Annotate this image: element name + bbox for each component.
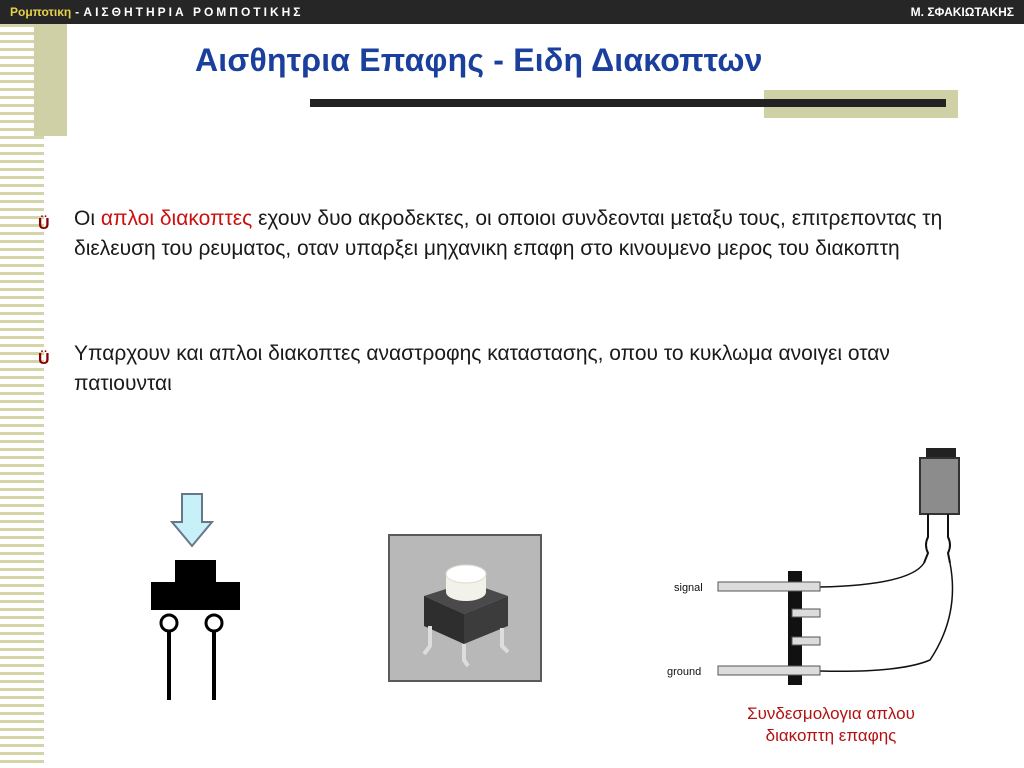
bullet-1-mark: Ü bbox=[38, 216, 50, 233]
wiring-diagram bbox=[660, 445, 970, 695]
olive-block-left bbox=[34, 24, 67, 136]
banner-separator: - bbox=[71, 5, 84, 19]
caption-line-2: διακοπτη επαφης bbox=[765, 726, 897, 745]
top-banner bbox=[0, 0, 1024, 24]
bullet-1-text-after: εχουν δυο ακροδεκτες, οι οποιοι συνδεονται μεταξυ τους, επιτρεποντας τη διελευση του ρευματος, οταν υπαρξει μηχανικη επαφη στο κινουμενο μερος του διακοπτη bbox=[74, 207, 943, 260]
subject-name: ΑΙΣΘΗΤΗΡΙΑ ΡΟΜΠΟΤΙΚΗΣ bbox=[83, 5, 304, 19]
press-arrow-icon bbox=[172, 494, 212, 546]
bullet-2 bbox=[38, 339, 974, 399]
caption-line-1: Συνδεσμολογια απλου bbox=[747, 704, 915, 723]
bullet-1 bbox=[38, 204, 974, 264]
switch-lead-right bbox=[948, 514, 950, 563]
mid-pin-1 bbox=[792, 609, 820, 617]
signal-wire bbox=[820, 563, 924, 587]
button-cap bbox=[175, 560, 216, 582]
ground-label: ground bbox=[667, 666, 702, 678]
switch-body bbox=[920, 458, 959, 514]
bullet-2-mark: Ü bbox=[38, 351, 50, 368]
switch-plunger-top bbox=[446, 565, 486, 583]
button-body bbox=[151, 582, 240, 610]
terminal-right bbox=[206, 615, 222, 631]
banner-left bbox=[10, 5, 304, 19]
ground-wire bbox=[820, 563, 953, 671]
figure-caption bbox=[720, 703, 942, 747]
switch-lead-left bbox=[924, 514, 928, 563]
mid-pin-2 bbox=[792, 637, 820, 645]
slide-title: Αισθητρια Επαφης - Ειδη Διακοπτων bbox=[195, 42, 763, 78]
tactile-switch-photo bbox=[388, 534, 542, 682]
pushbutton-schematic bbox=[140, 490, 250, 705]
signal-label: signal bbox=[674, 582, 703, 594]
title-underline bbox=[310, 99, 946, 107]
bullet-2-text: Υπαρχουν και απλοι διακοπτες αναστροφης καταστασης, οπου το κυκλωμα ανοιγει οταν πατιουνται bbox=[74, 342, 890, 395]
signal-pin bbox=[718, 582, 820, 591]
bullet-1-highlight: απλοι διακοπτες bbox=[100, 207, 253, 230]
course-name: Ρομποτικη bbox=[10, 5, 72, 19]
bullet-1-text-before: Οι bbox=[74, 207, 101, 230]
terminal-left bbox=[161, 615, 177, 631]
author-name: Μ. ΣΦΑΚΙΩΤΑΚΗΣ bbox=[910, 5, 1014, 19]
ground-pin bbox=[718, 666, 820, 675]
